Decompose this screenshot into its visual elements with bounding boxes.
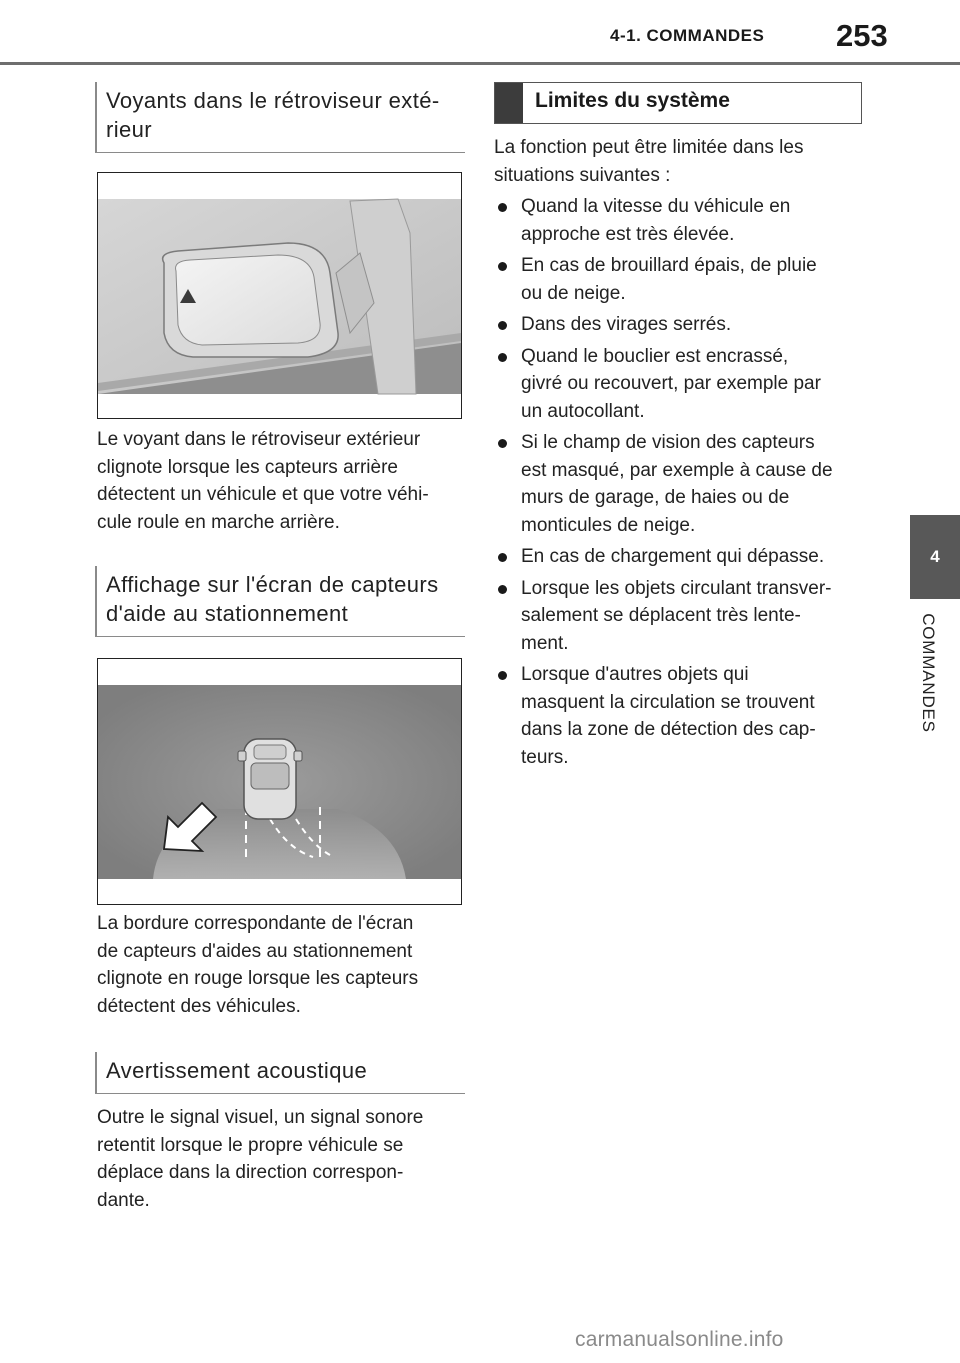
text-line: givré ou recouvert, par exemple par: [521, 373, 821, 394]
bullet-icon: [498, 262, 507, 271]
text-line: un autocollant.: [521, 400, 645, 422]
text-line: cule roule en marche arrière.: [97, 511, 340, 533]
bullet-icon: [498, 203, 507, 212]
text-line: approche est très élevée.: [521, 223, 735, 245]
list-item: [494, 575, 864, 658]
text-line: masquent la circulation se trouvent: [521, 691, 815, 713]
text-line: situations suivantes :: [494, 164, 671, 186]
text-line: clignote en rouge lorsque les capteurs: [97, 968, 419, 989]
chapter-tab-number: 4: [910, 515, 960, 599]
heading-text: Avertissement acoustique: [106, 1058, 368, 1083]
bullet-icon: [498, 353, 507, 362]
text-line: ou de neige.: [521, 282, 626, 304]
text-line: détectent des véhicules.: [97, 995, 301, 1017]
list-item: [494, 193, 864, 248]
heading-acoustic-warning: [95, 1052, 465, 1094]
text-line: retentit lorsque le propre véhicule se: [97, 1134, 404, 1156]
bullet-icon: [498, 671, 507, 680]
text-line: dans la zone de détection des cap-: [521, 719, 816, 740]
list-item: [494, 311, 864, 339]
text-line: Le voyant dans le rétroviseur extérieur: [97, 429, 421, 450]
side-mirror-illustration: [98, 173, 461, 418]
text-line: murs de garage, de haies ou de: [521, 487, 790, 508]
text-line: Lorsque les objets circulant transver-: [521, 577, 832, 599]
limits-intro: [494, 134, 854, 189]
list-item: [494, 429, 864, 539]
text-line: détectent un véhicule et que votre véhi-: [97, 484, 429, 505]
heading-text: Limites du système: [535, 89, 730, 112]
heading-mirror-indicator: [95, 82, 465, 153]
bullet-icon: [498, 553, 507, 562]
paragraph-mirror: [97, 426, 467, 536]
paragraph-acoustic-warning: [97, 1104, 467, 1214]
text-line: dante.: [97, 1189, 150, 1211]
paragraph-parking-display: [97, 910, 467, 1020]
parking-display-figure: [97, 658, 462, 905]
heading-line: Affichage sur l'écran de capteurs: [106, 572, 439, 597]
parking-screen-illustration: [98, 659, 461, 904]
heading-line: rieur: [106, 117, 153, 142]
chapter-tab-text: COMMANDES: [919, 613, 938, 733]
text-line: clignote lorsque les capteurs arrière: [97, 456, 398, 478]
heading-parking-display: [95, 566, 465, 637]
chapter-tab-label: [892, 605, 960, 745]
text-line: En cas de chargement qui dépasse.: [521, 546, 825, 567]
text-line: La bordure correspondante de l'écran: [97, 913, 414, 934]
list-item: [494, 661, 864, 771]
text-line: Dans des virages serrés.: [521, 314, 732, 335]
heading-line: Voyants dans le rétroviseur exté-: [106, 88, 440, 113]
list-item: [494, 543, 864, 571]
text-line: La fonction peut être limitée dans les: [494, 137, 804, 158]
bullet-icon: [498, 439, 507, 448]
heading-bar: [495, 83, 523, 123]
text-line: ment.: [521, 632, 569, 654]
text-line: Lorsque d'autres objets qui: [521, 664, 749, 685]
limits-list: [494, 193, 864, 775]
car-icon: [238, 739, 302, 819]
text-line: Quand le bouclier est encrassé,: [521, 345, 789, 367]
mirror-figure: [97, 172, 462, 419]
text-line: En cas de brouillard épais, de pluie: [521, 255, 817, 276]
text-line: Outre le signal visuel, un signal sonore: [97, 1107, 424, 1128]
list-item: [494, 343, 864, 426]
section-title: 4-1. COMMANDES: [610, 26, 765, 45]
text-line: Quand la vitesse du véhicule en: [521, 196, 791, 217]
list-item: [494, 252, 864, 307]
text-line: de capteurs d'aides au stationnement: [97, 940, 413, 962]
text-line: déplace dans la direction correspon-: [97, 1162, 404, 1183]
page-number: 253: [836, 18, 888, 53]
text-line: Si le champ de vision des capteurs: [521, 432, 815, 453]
text-line: monticules de neige.: [521, 514, 696, 536]
text-line: teurs.: [521, 746, 569, 768]
text-line: est masqué, par exemple à cause de: [521, 459, 833, 481]
bullet-icon: [498, 321, 507, 330]
header-divider: [0, 62, 960, 65]
bullet-icon: [498, 585, 507, 594]
heading-system-limits: [494, 82, 862, 124]
text-line: salement se déplacent très lente-: [521, 605, 801, 626]
watermark: carmanualsonline.info: [575, 1328, 784, 1351]
heading-line: d'aide au stationnement: [106, 601, 349, 626]
